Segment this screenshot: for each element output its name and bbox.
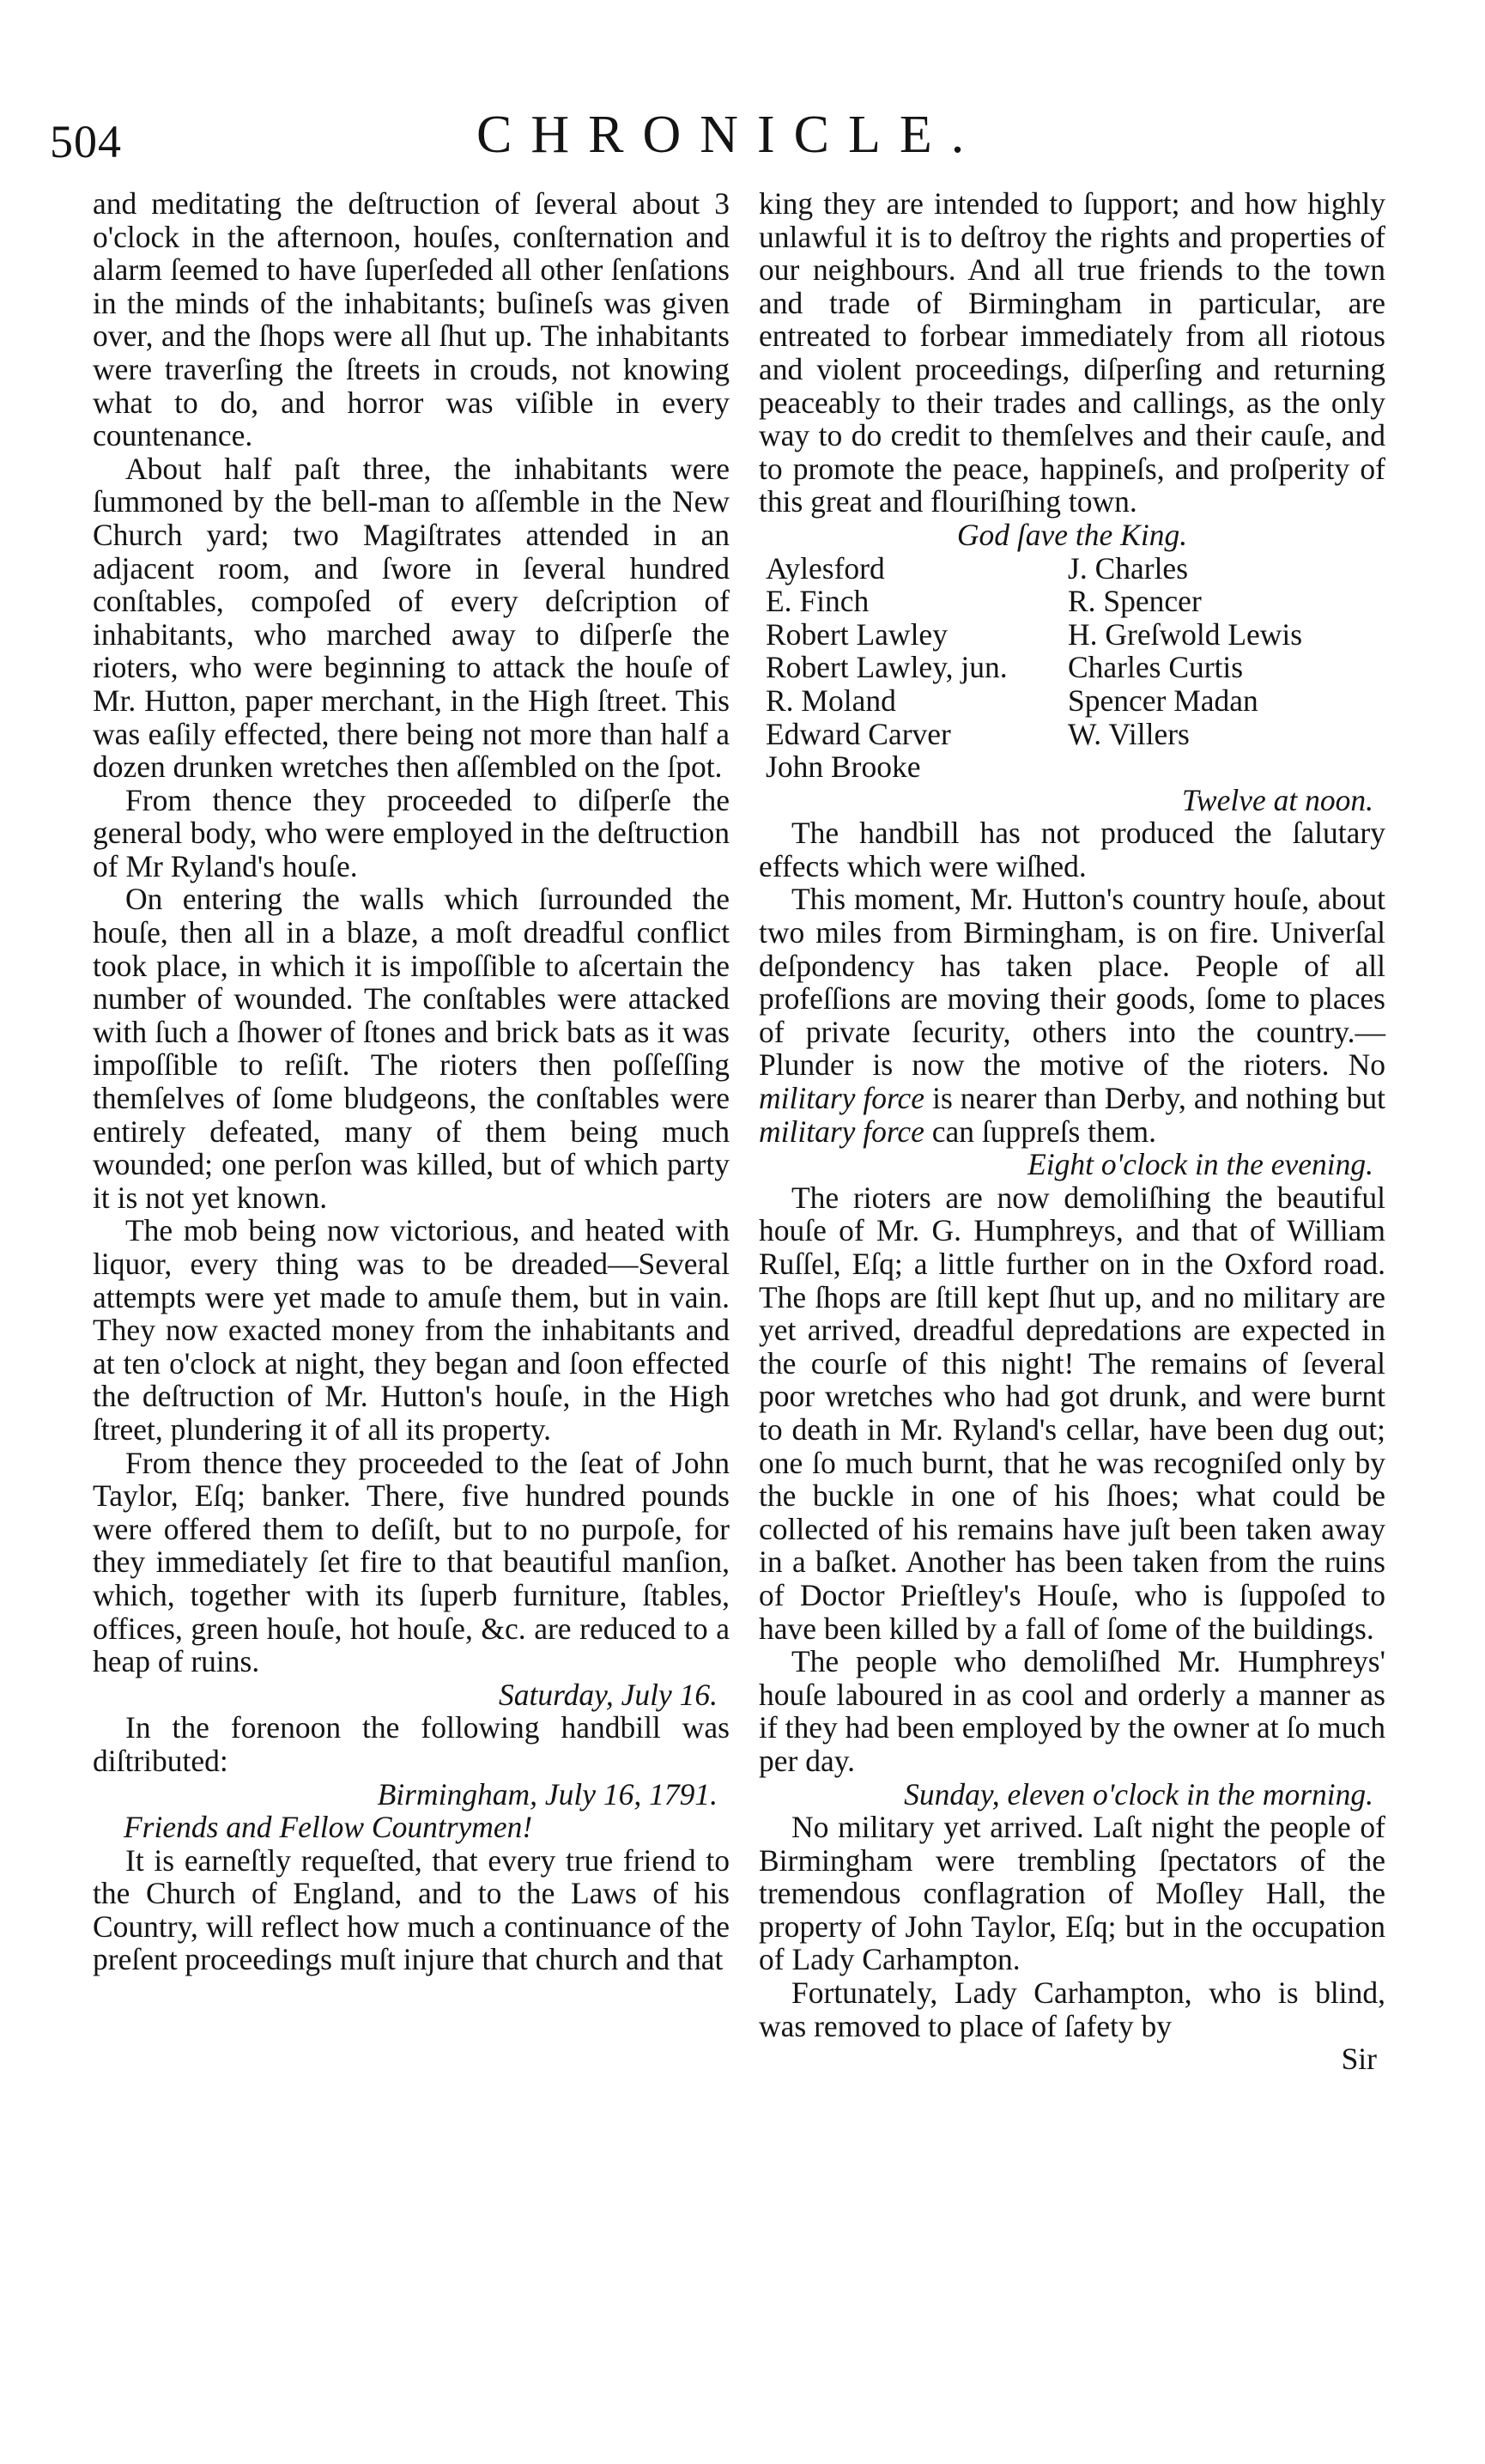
dateline: Saturday, July 16. [498,1677,718,1712]
paragraph [759,883,1385,1148]
signatory: W. Villers [1068,716,1190,751]
paragraph: and meditating the deſtruction of ſeveral about 3 o'clock in the afternoon, houſes, conſternation and alarm ſeemed to have ſuperſeded all other ſenſations in the minds of the inhabitants; buſineſs was given over, and the ſhops were all ſhut up. The inhabitants were traverſing the ſtreets in crouds, not knowing what to do, and horror was viſible in every countenance. [93,186,730,453]
paragraph: No military yet arrived. Laſt night the people of Birmingham were trembling ſpectators of the tremendous conflagration of Moſley Hall, the property of John Taylor, Eſq; but in the occupation of Lady Carhampton. [759,1810,1385,1977]
text-run: This moment, Mr. Hutton's country houſe, about two miles from Birmingham, is on fire. Univerſal deſpondency has taken place. People of all profeſſions are moving their goods, ſome to places of private ſecurity, others into the country.—Plunder is now the motive of the rioters. No [759,882,1385,1083]
left-column [93,187,730,1976]
dateline: Twelve at noon. [1181,782,1373,817]
signatory: R. Moland [766,683,896,718]
emphasis: military force [759,1081,925,1116]
signatory [1068,750,1385,784]
handbill-salutation: Friends and Fellow Countrymen! [124,1810,533,1845]
paragraph: From thence they proceeded to diſperſe the general body, who were employed in the deſtruction of Mr Ryland's houſe. [93,782,730,883]
paragraph: The rioters are now demoliſhing the beautiful houſe of Mr. G. Humphreys, and that of William Ruſſel, Eſq; a little further on in the Oxford road. The ſhops are ſtill kept ſhut up, and no military are yet arrived, dreadful depredations are expected in the courſe of this night! The remains of ſeveral poor wretches who had got drunk, and were burnt to death in Mr. Ryland's cellar, have been dug out; one ſo much burnt, that he was recogniſed only by the buckle in one of his ſhoes; what could be collected of his remains have juſt been taken away in a baſket. Another has been taken from the ruins of Doctor Prieſtley's Houſe, who is ſuppoſed to have been killed by a fall of ſome of the buildings. [759,1180,1385,1646]
catchword: Sir [1341,2042,1377,2077]
paragraph: The handbill has not produced the ſalutary effects which were wiſhed. [759,816,1385,883]
paragraph: In the forenoon the following handbill was diſtributed: [93,1710,730,1778]
paragraph: About half paſt three, the inhabitants were ſummoned by the bell-man to aſſemble in the New Church yard; two Magiſtrates attended in an adjacent room, and ſwore in ſeveral hundred conſtables, compoſed of every deſcription of inhabitants, who marched away to diſperſe the rioters, who were beginning to attack the houſe of Mr. Hutton, paper merchant, in the High ſtreet. This was eaſily effected, there being not more than half a dozen drunken wretches then aſſembled on the ſpot. [93,451,730,785]
signatory: John Brooke [766,750,921,785]
text-run: is nearer than Derby, and nothing but [924,1081,1385,1116]
page-number: 504 [50,116,122,167]
emphasis: military force [759,1114,924,1149]
dateline: Eight o'clock in the evening. [1027,1147,1373,1182]
signatory: E. Finch [766,584,870,619]
signatory: Robert Lawley [766,616,948,652]
signatory: Aylesford [766,550,885,586]
page-header [0,101,1485,170]
paragraph: The people who demoliſhed Mr. Humphreys' houſe laboured in as cool and orderly a manner as if they had been employed by the owner at ſo much per day. [759,1644,1385,1778]
paragraph: It is earneſtly requeſted, that every true friend to the Church of England, and to the Laws of his Country, will reflect how much a continuance of the preſent proceedings muſt injure that church and that [93,1842,730,1977]
signatory: R. Spencer [1068,584,1202,619]
paragraph: On entering the walls which ſurrounded the houſe, then all in a blaze, a moſt dreadful conflict took place, in which it is impoſſible to aſcertain the number of wounded. The conſtables were attacked with ſuch a ſhower of ſtones and brick bats as it was impoſſible to reſiſt. The rioters then poſſeſſing themſelves of ſome bludgeons, the conſtables were entirely defeated, many of them being much wounded; one perſon was killed, but of which party it is not yet known. [93,882,730,1215]
paragraph: From thence they proceeded to the ſeat of John Taylor, Eſq; banker. There, five hundred pounds were offered them to deſiſt, but to no purpoſe, for they immediately ſet fire to that beautiful manſion, which, together with its ſuperb furniture, ſtables, offices, green houſe, hot houſe, &c. are reduced to a heap of ruins. [93,1445,730,1679]
text-run: can ſuppreſs them. [924,1114,1157,1149]
dateline: Sunday, eleven o'clock in the morning. [904,1776,1373,1812]
handbill-dateline: Birmingham, July 16, 1791. [377,1776,718,1812]
signatory: J. Charles [1068,550,1189,586]
running-title: CHRONICLE. [476,106,984,164]
paragraph: The mob being now victorious, and heated with liquor, every thing was to be dreaded—Several attempts were yet made to amuſe them, but in vain. They now exacted money from the inhabitants and at ten o'clock at night, they began and ſoon effected the deſtruction of Mr. Hutton's houſe, in the High ſtreet, plundering it of all its property. [93,1213,730,1447]
paragraph: Fortunately, Lady Carhampton, who is blind, was removed to place of ſafety by [759,1975,1385,2043]
signatories [759,552,1385,784]
signatory: Robert Lawley, jun. [766,650,1008,685]
right-column [759,187,1385,2076]
paragraph: king they are intended to ſupport; and how highly unlawful it is to deſtroy the rights and properties of our neighbours. And all true friends to the town and trade of Birmingham in particular, are entreated to forbear immediately from all riotous and violent proceedings, diſperſing and returning peaceably to their trades and callings, as the only way to do credit to themſelves and their cauſe, and to promote the peace, happineſs, and proſperity of this great and flouriſhing town. [759,186,1385,519]
signatory: H. Greſwold Lewis [1068,616,1303,652]
signatory: Edward Carver [766,716,951,751]
god-save-the-king: God ſave the King. [956,517,1188,552]
signatory: Charles Curtis [1068,650,1244,685]
signatory: Spencer Madan [1068,683,1258,718]
